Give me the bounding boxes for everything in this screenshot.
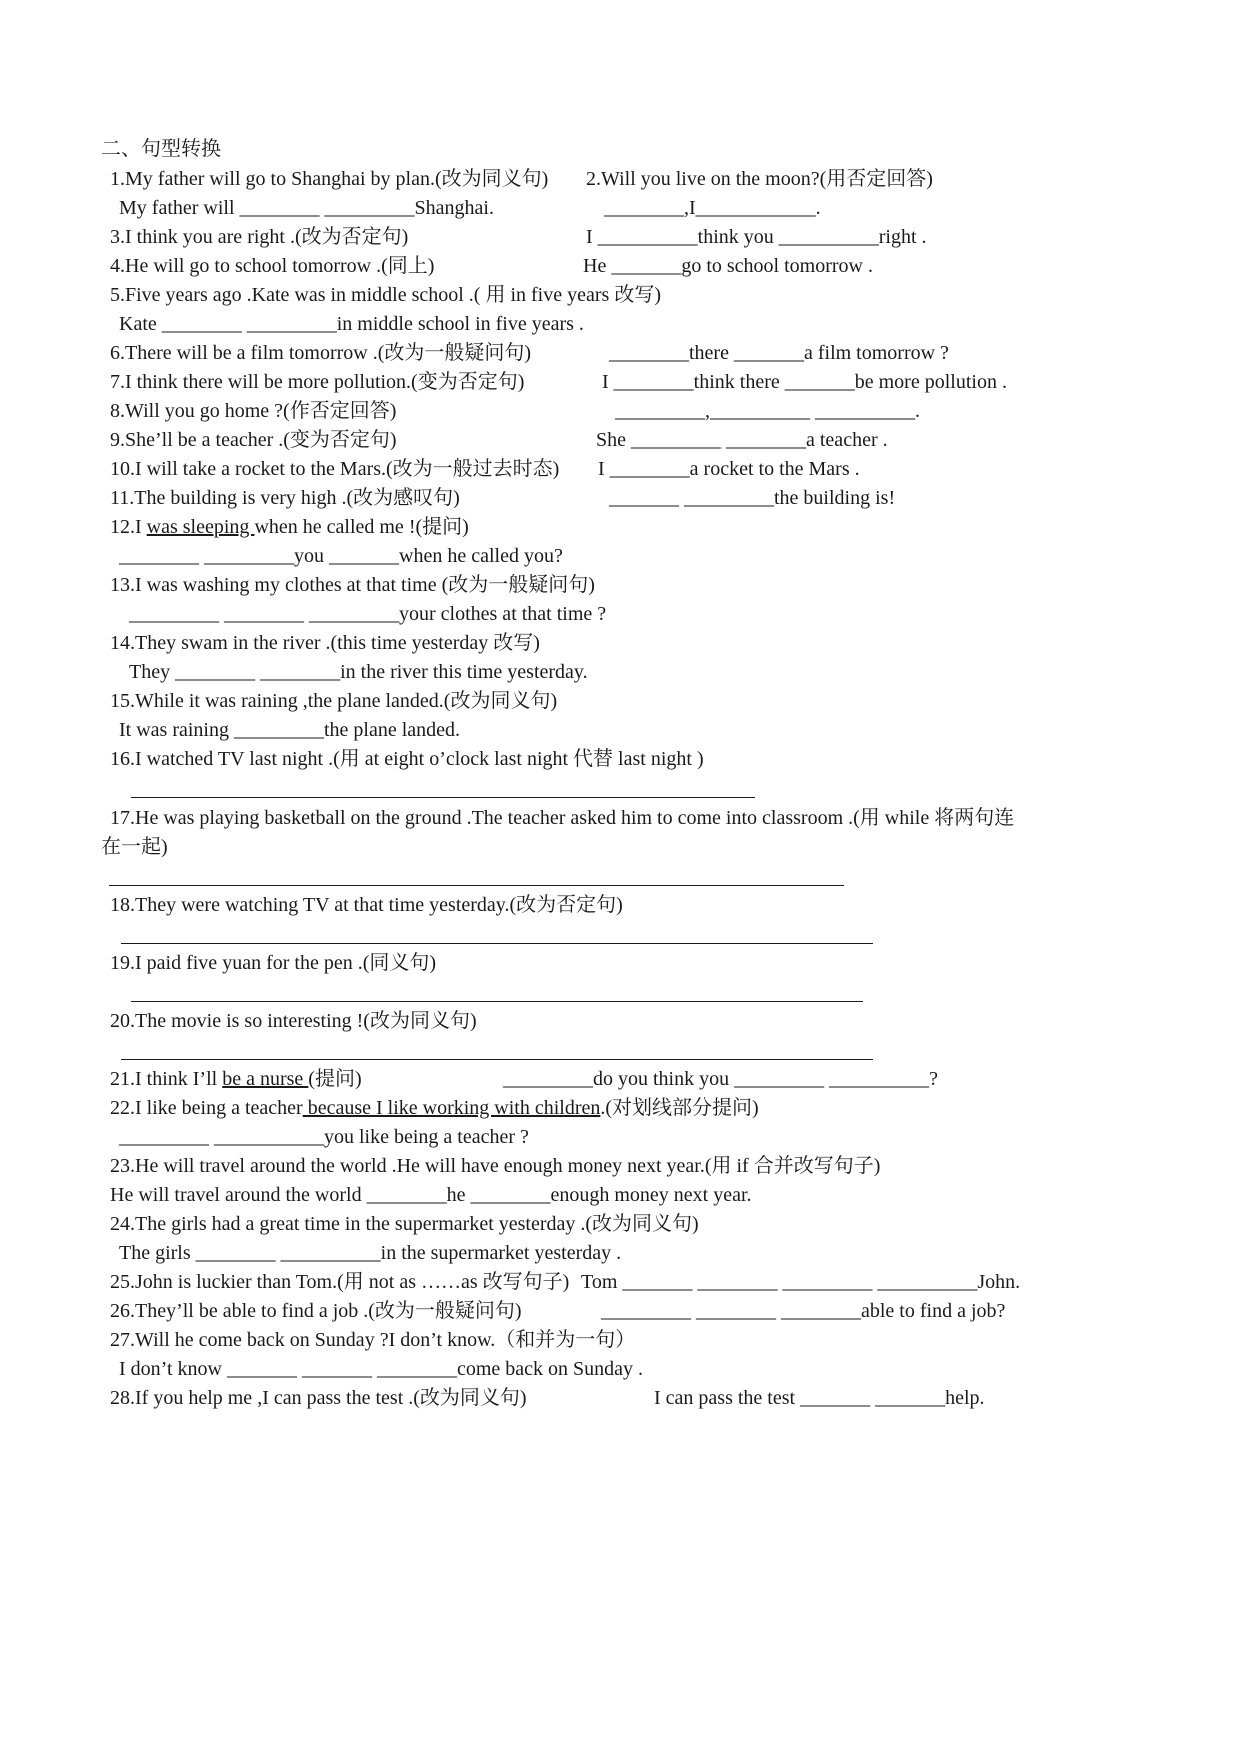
question-12-start: 12.I (110, 516, 147, 538)
question-1: 1.My father will go to Shanghai by plan.(改为同义句) (110, 168, 549, 190)
answer-8: _________,__________ __________. (615, 400, 920, 422)
question-23: 23.He will travel around the world .He will have enough money next year.(用 if 合并改写句子) (110, 1155, 881, 1177)
underlined-phrase: be a nurse (222, 1068, 309, 1090)
question-26: 26.They’ll be able to find a job .(改为一般疑问句) (110, 1300, 522, 1322)
answer-26: _________ ________ ________able to find a job? (601, 1300, 1006, 1322)
answer-13: _________ ________ _________your clothes at that time ? (129, 603, 607, 625)
question-11: 11.The building is very high .(改为感叹句) (110, 487, 460, 509)
answer-10: I ________a rocket to the Mars . (598, 458, 860, 480)
question-13: 13.I was washing my clothes at that time (改为一般疑问句) (110, 574, 595, 596)
answer-line-20 (121, 1059, 873, 1060)
answer-28: I can pass the test _______ _______help. (654, 1387, 985, 1409)
answer-2: ________,I____________. (604, 197, 821, 219)
question-22 (110, 1096, 759, 1120)
question-21-start: 21.I think I’ll (110, 1068, 223, 1090)
question-7: 7.I think there will be more pollution.(变为否定句) (110, 371, 525, 393)
question-10: 10.I will take a rocket to the Mars.(改为一般过去时态) (110, 458, 560, 480)
question-4: 4.He will go to school tomorrow .(同上) (110, 255, 435, 277)
answer-1: My father will ________ _________Shanghai. (119, 197, 494, 219)
answer-6: ________there _______a film tomorrow ? (609, 342, 949, 364)
question-20: 20.The movie is so interesting !(改为同义句) (110, 1010, 477, 1032)
answer-line-19 (131, 1001, 863, 1002)
question-24: 24.The girls had a great time in the supermarket yesterday .(改为同义句) (110, 1213, 699, 1235)
question-5: 5.Five years ago .Kate was in middle school .( 用 in five years 改写) (110, 284, 661, 306)
question-12 (110, 515, 469, 539)
question-9: 9.She’ll be a teacher .(变为否定句) (110, 429, 397, 451)
question-25: 25.John is luckier than Tom.(用 not as ……as 改写句子) (110, 1271, 570, 1293)
answer-23: He will travel around the world ________he ________enough money next year. (110, 1184, 752, 1206)
question-6: 6.There will be a film tomorrow .(改为一般疑问句) (110, 342, 532, 364)
answer-22: _________ ___________you like being a teacher ? (119, 1126, 529, 1148)
question-22-start: 22.I like being a teacher (110, 1097, 303, 1119)
answer-15: It was raining _________the plane landed. (119, 719, 461, 741)
section-heading: 二、句型转换 (101, 138, 221, 160)
underlined-phrase: was sleeping (146, 516, 255, 538)
answer-21: _________do you think you _________ __________? (503, 1068, 938, 1090)
question-2: 2.Will you live on the moon?(用否定回答) (586, 168, 933, 190)
answer-7: I ________think there _______be more pollution . (602, 371, 1007, 393)
question-17-cont: 在一起) (101, 836, 168, 858)
answer-27: I don’t know _______ _______ ________come back on Sunday . (119, 1358, 644, 1380)
question-21 (110, 1067, 362, 1091)
answer-line-18 (121, 943, 873, 944)
question-15: 15.While it was raining ,the plane landed.(改为同义句) (110, 690, 558, 712)
question-27: 27.Will he come back on Sunday ?I don’t know.（和并为一句） (110, 1329, 636, 1351)
answer-line-17 (109, 885, 844, 886)
answer-24: The girls ________ __________in the supermarket yesterday . (119, 1242, 622, 1264)
question-19: 19.I paid five yuan for the pen .(同义句) (110, 952, 437, 974)
underlined-phrase: because I like working with children (302, 1097, 601, 1119)
question-14: 14.They swam in the river .(this time yesterday 改写) (110, 632, 540, 654)
question-17: 17.He was playing basketball on the ground .The teacher asked him to come into classroom .(用 while 将两句连 (110, 807, 1015, 829)
answer-9: She _________ ________a teacher . (596, 429, 888, 451)
question-28: 28.If you help me ,I can pass the test .(改为同义句) (110, 1387, 527, 1409)
answer-12: ________ _________you _______when he called you? (119, 545, 563, 567)
question-8: 8.Will you go home ?(作否定回答) (110, 400, 397, 422)
question-22-end: .(对划线部分提问) (600, 1097, 759, 1119)
question-21-end: (提问) (308, 1068, 362, 1090)
question-18: 18.They were watching TV at that time yesterday.(改为否定句) (110, 894, 623, 916)
question-3: 3.I think you are right .(改为否定句) (110, 226, 409, 248)
answer-11: _______ _________the building is! (609, 487, 896, 509)
answer-25: Tom _______ ________ _________ __________John. (581, 1271, 1021, 1293)
question-12-end: when he called me !(提问) (254, 516, 469, 538)
answer-5: Kate ________ _________in middle school in five years . (119, 313, 584, 335)
question-16: 16.I watched TV last night .(用 at eight o’clock last night 代替 last night ) (110, 748, 704, 770)
answer-14: They ________ ________in the river this time yesterday. (129, 661, 588, 683)
answer-3: I __________think you __________right . (586, 226, 927, 248)
answer-4: He _______go to school tomorrow . (583, 255, 873, 277)
answer-line-16 (131, 797, 755, 798)
